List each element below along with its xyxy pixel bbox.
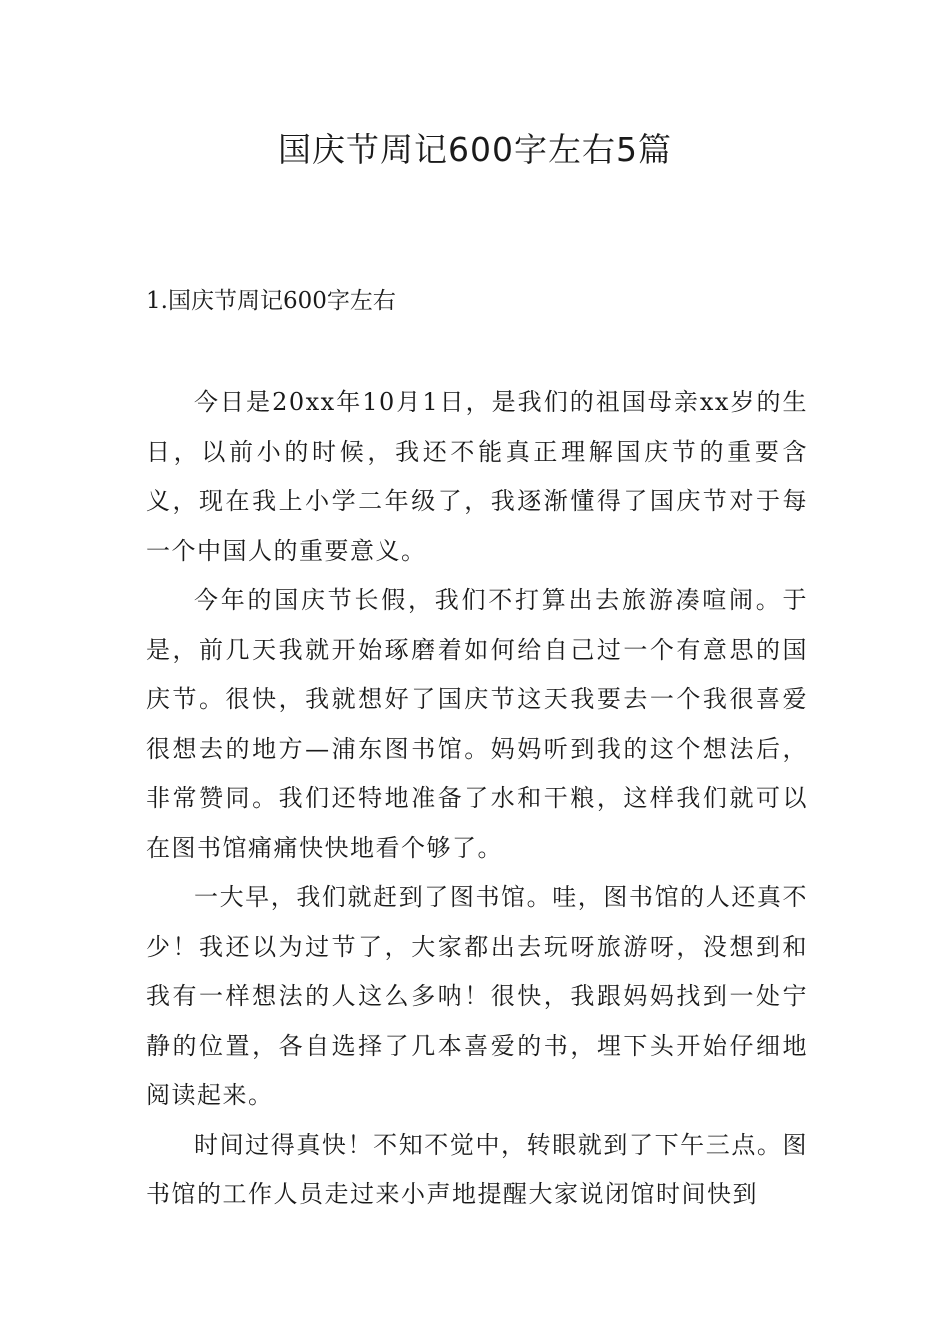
section-heading: 1.国庆节周记600字左右 xyxy=(146,288,396,314)
paragraph-2: 今年的国庆节长假，我们不打算出去旅游凑喧闹。于是，前几天我就开始琢磨着如何给自己过一个有意思的国庆节。很快，我就想好了国庆节这天我要去一个我很喜爱很想去的地方—浦东图书馆。妈妈听到我的这个想法后，非常赞同。我们还特地准备了水和干粮，这样我们就可以在图书馆痛痛快快地看个够了。 xyxy=(146,586,808,862)
paragraph-3: 一大早，我们就赶到了图书馆。哇，图书馆的人还真不少！我还以为过节了，大家都出去玩呀旅游呀，没想到和我有一样想法的人这么多呐！很快，我跟妈妈找到一处宁静的位置，各自选择了几本喜爱的书，埋下头开始仔细地阅读起来。 xyxy=(146,883,808,1109)
paragraph-4: 时间过得真快！不知不觉中，转眼就到了下午三点。图书馆的工作人员走过来小声地提醒大家说闭馆时间快到 xyxy=(146,1130,808,1208)
document-title: 国庆节周记600字左右5篇 xyxy=(278,130,672,169)
paragraph-1: 今日是20xx年10月1日，是我们的祖国母亲xx岁的生日，以前小的时候，我还不能真正理解国庆节的重要含义，现在我上小学二年级了，我逐渐懂得了国庆节对于每一个中国人的重要意义。 xyxy=(146,388,808,565)
section-body xyxy=(146,378,808,1220)
